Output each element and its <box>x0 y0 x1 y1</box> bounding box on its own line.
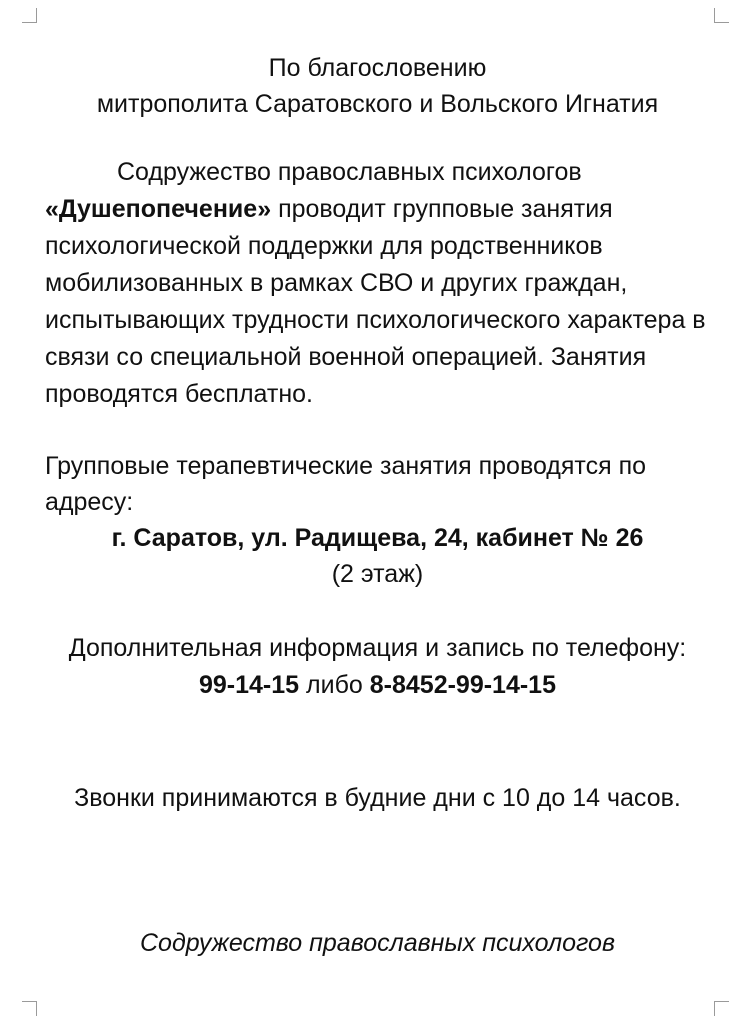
phone-number-2: 8-8452-99-14-15 <box>369 671 556 699</box>
call-hours: Звонки принимаются в будние дни с 10 до 14 часов. <box>74 784 681 812</box>
address-floor: (2 этаж) <box>331 560 424 588</box>
intro-paragraph <box>45 154 710 413</box>
blessing-line-2: митрополита Саратовского и Вольского Игнатия <box>96 90 659 118</box>
address-block <box>45 520 710 592</box>
contact-info-text: Дополнительная информация и запись по телефону: <box>68 634 687 662</box>
crop-mark-bottom-left <box>22 1001 37 1016</box>
contact-info <box>45 630 710 704</box>
address-street: г. Саратов, ул. Радищева, 24, кабинет № 26 <box>111 524 644 552</box>
crop-mark-top-right <box>714 8 729 23</box>
intro-text-start: Содружество православных психологов <box>117 158 582 186</box>
phone-number-1: 99-14-15 <box>198 671 300 699</box>
sessions-paragraph: Групповые терапевтические занятия проводятся по адресу: <box>45 452 647 516</box>
phone-separator: либо <box>306 671 363 699</box>
organization-name: «Душепопечение» <box>45 195 272 223</box>
intro-text-rest: проводит групповые занятия психологической поддержки для родственников мобилизованных в рамках СВО и других граждан, испытывающих трудности психологического характера в связи со специальной военной операцией. Занятия проводятся бесплатно. <box>45 195 706 408</box>
blessing-line-1: По благословению <box>268 54 487 82</box>
phone-numbers <box>45 667 710 704</box>
signature: Содружество православных психологов <box>140 929 615 957</box>
blessing-header <box>45 50 710 122</box>
crop-mark-bottom-right <box>714 1001 729 1016</box>
crop-mark-top-left <box>22 8 37 23</box>
